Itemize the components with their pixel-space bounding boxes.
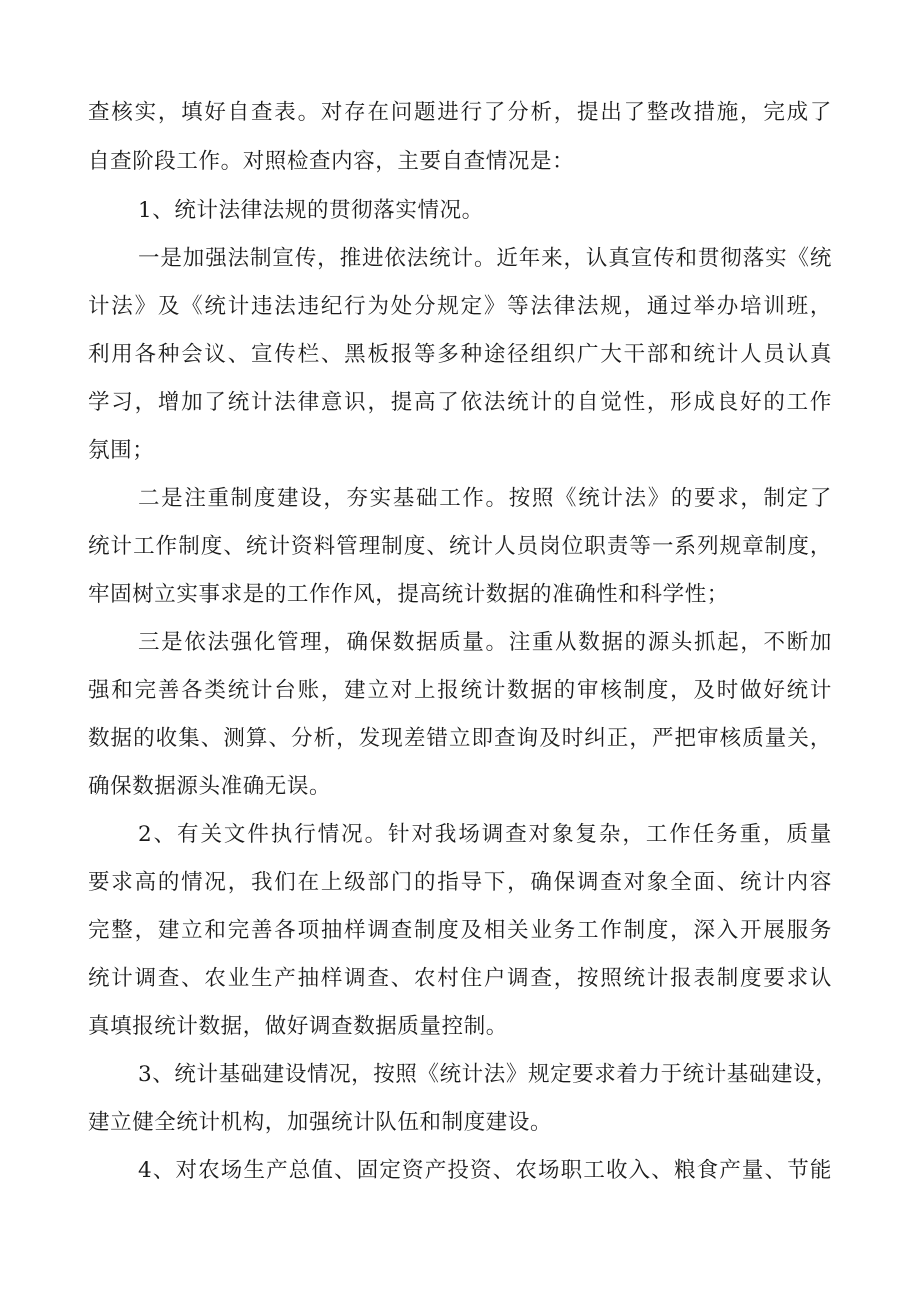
text-line: 氛围； — [88, 438, 155, 463]
text-line: 真填报统计数据，做好调查数据质量控制。 — [88, 1014, 508, 1039]
text-line: 统计调查、农业生产抽样调查、农村住户调查，按照统计报表制度要求认 — [88, 966, 832, 991]
text-line: 统计工作制度、统计资料管理制度、统计人员岗位职责等一系列规章制度， — [88, 534, 832, 559]
section-heading: 3、统计基础建设情况，按照《统计法》规定要求着力于统计基础建设， — [138, 1062, 838, 1087]
text-line: 强和完善各类统计台账，建立对上报统计数据的审核制度，及时做好统计 — [88, 678, 832, 703]
text-line: 牢固树立实事求是的工作作风，提高统计数据的准确性和科学性； — [88, 582, 729, 607]
text-line: 确保数据源头准确无误。 — [88, 774, 332, 799]
section-heading: 1、统计法律法规的贯彻落实情况。 — [138, 198, 484, 223]
text-line: 三是依法强化管理，确保数据质量。注重从数据的源头抓起，不断加 — [138, 630, 832, 655]
text-line: 学习，增加了统计法律意识，提高了依法统计的自觉性，形成良好的工作 — [88, 390, 832, 415]
text-line: 建立健全统计机构，加强统计队伍和制度建设。 — [88, 1110, 553, 1135]
text-line: 利用各种会议、宣传栏、黑板报等多种途径组织广大干部和统计人员认真 — [88, 342, 832, 367]
text-line: 查核实，填好自查表。对存在问题进行了分析，提出了整改措施，完成了 — [88, 100, 832, 125]
text-line: 二是注重制度建设，夯实基础工作。按照《统计法》的要求，制定了 — [138, 486, 832, 511]
text-line: 要求高的情况，我们在上级部门的指导下，确保调查对象全面、统计内容 — [88, 870, 832, 895]
text-line: 数据的收集、测算、分析，发现差错立即查询及时纠正，严把审核质量关， — [88, 726, 832, 751]
text-line: 计法》及《统计违法违纪行为处分规定》等法律法规，通过举办培训班， — [88, 294, 832, 319]
text-line: 一是加强法制宣传，推进依法统计。近年来，认真宣传和贯彻落实《统 — [138, 246, 832, 271]
section-heading: 4、对农场生产总值、固定资产投资、农场职工收入、粮食产量、节能 — [138, 1158, 832, 1183]
text-line: 自查阶段工作。对照检查内容，主要自查情况是： — [88, 149, 575, 174]
section-heading: 2、有关文件执行情况。针对我场调查对象复杂，工作任务重，质量 — [138, 822, 832, 847]
text-line: 完整，建立和完善各项抽样调查制度及相关业务工作制度，深入开展服务 — [88, 918, 832, 943]
